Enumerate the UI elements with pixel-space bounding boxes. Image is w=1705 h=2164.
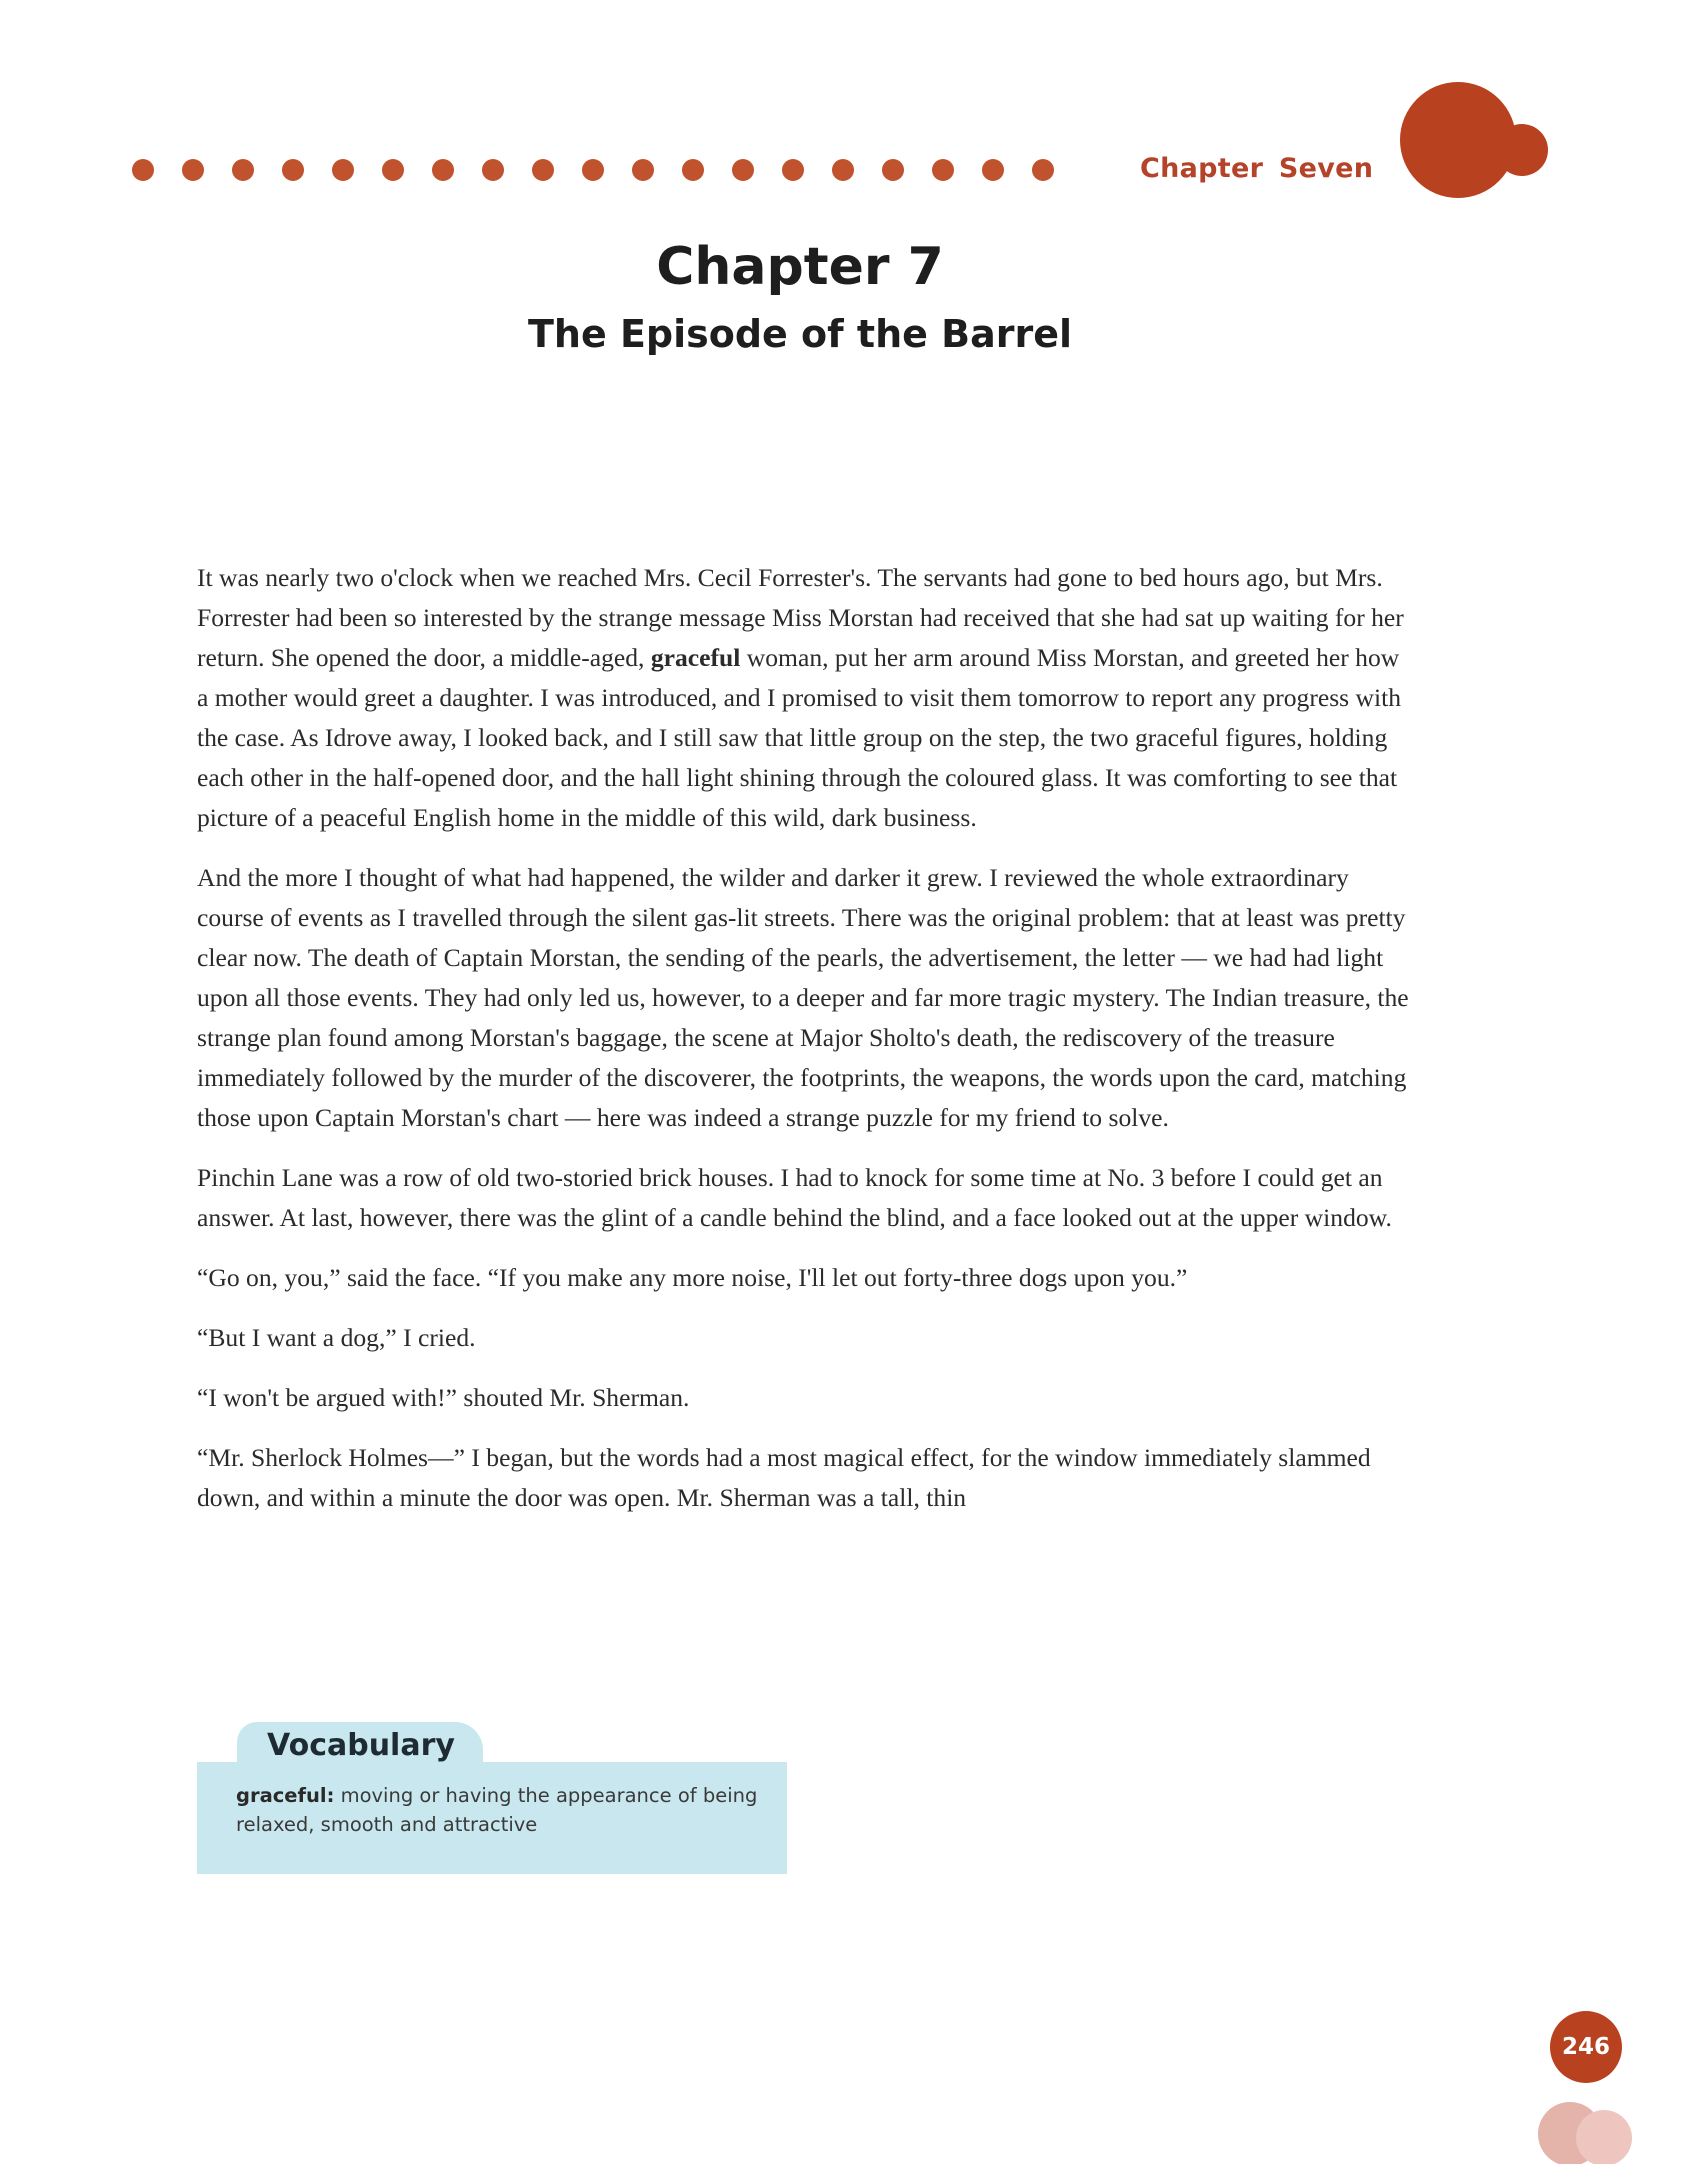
vocabulary-definition-text: moving or having the appearance of being relaxed, smooth and attractive — [236, 1784, 758, 1836]
chapter-heading — [0, 232, 1600, 362]
paragraph-5: “But I want a dog,” I cried. — [197, 1323, 476, 1352]
decorative-dot — [732, 159, 754, 181]
decorative-dot — [1032, 159, 1054, 181]
decorative-dot — [582, 159, 604, 181]
decorative-dot-row — [122, 155, 1072, 185]
decorative-dot — [332, 159, 354, 181]
decorative-dot — [882, 159, 904, 181]
decorative-dot — [432, 159, 454, 181]
vocabulary-definition — [236, 1781, 776, 1839]
decorative-dot — [932, 159, 954, 181]
chapter-title: The Episode of the Barrel — [527, 312, 1073, 356]
vocabulary-term: graceful: — [236, 1784, 335, 1807]
chapter-body-text — [197, 558, 1412, 1538]
vocab-highlight-graceful: graceful — [650, 643, 741, 672]
decorative-dot — [532, 159, 554, 181]
paragraph-4: “Go on, you,” said the face. “If you make any more noise, I'll let out forty-three dogs upon you.” — [197, 1263, 1188, 1292]
decorative-dot — [632, 159, 654, 181]
paragraph-6: “I won't be argued with!” shouted Mr. Sherman. — [197, 1383, 690, 1412]
chapter-badge-blob-icon — [1400, 78, 1550, 208]
paragraph-3: Pinchin Lane was a row of old two-storied brick houses. I had to knock for some time at No. 3 before I could get an answer. At last, however, there was the glint of a candle behind the blind, and a face looked out at the upper window. — [197, 1163, 1392, 1232]
paragraph-1-text-after: woman, put her arm around Miss Morstan, and greeted her how a mother would greet a daughter. I was introduced, and I promised to visit them tomorrow to report any progress with the case. As Idrove away, I looked back, and I still saw that little group on the step, the two graceful figures, holding each other in the half-opened door, and the hall light shining through the coloured glass. It was comforting to see that picture of a peaceful English home in the middle of this wild, dark business. — [197, 643, 1402, 832]
decorative-dot — [232, 159, 254, 181]
decorative-dot — [132, 159, 154, 181]
decorative-dot — [682, 159, 704, 181]
paragraph-1 — [197, 558, 1412, 838]
chapter-number: Chapter 7 — [656, 237, 944, 297]
decorative-dot — [482, 159, 504, 181]
decorative-dot — [382, 159, 404, 181]
paragraph-1-text-before: It was nearly two o'clock when we reached Mrs. Cecil Forrester's. The servants had gone to bed hours ago, but Mrs. Forrester had been so interested by the strange message Miss Morstan had received that she had sat up waiting for her return. She opened the door, a middle-aged, — [197, 563, 1404, 672]
decorative-dot — [182, 159, 204, 181]
decorative-dot — [832, 159, 854, 181]
paragraph-2: And the more I thought of what had happened, the wilder and darker it grew. I reviewed the whole extraordinary course of events as I travelled through the silent gas-lit streets. There was the original problem: that at least was pretty clear now. The death of Captain Morstan, the sending of the pearls, the advertisement, the letter — we had had light upon all those events. They had only led us, however, to a deeper and far more tragic mystery. The Indian treasure, the strange plan found among Morstan's baggage, the scene at Major Sholto's death, the rediscovery of the treasure immediately followed by the murder of the discoverer, the footprints, the weapons, the words upon the card, matching those upon Captain Morstan's chart — here was indeed a strange puzzle for my friend to solve. — [197, 863, 1409, 1132]
decorative-dot — [982, 159, 1004, 181]
paragraph-7: “Mr. Sherlock Holmes—” I began, but the words had a most magical effect, for the window immediately slammed down, and within a minute the door was open. Mr. Sherman was a tall, thin — [197, 1443, 1371, 1512]
decorative-dot — [782, 159, 804, 181]
vocabulary-heading: Vocabulary — [267, 1728, 455, 1763]
running-chapter-title: Chapter Seven — [1140, 153, 1374, 184]
decorative-dot — [282, 159, 304, 181]
page-number: 246 — [1561, 2034, 1610, 2060]
